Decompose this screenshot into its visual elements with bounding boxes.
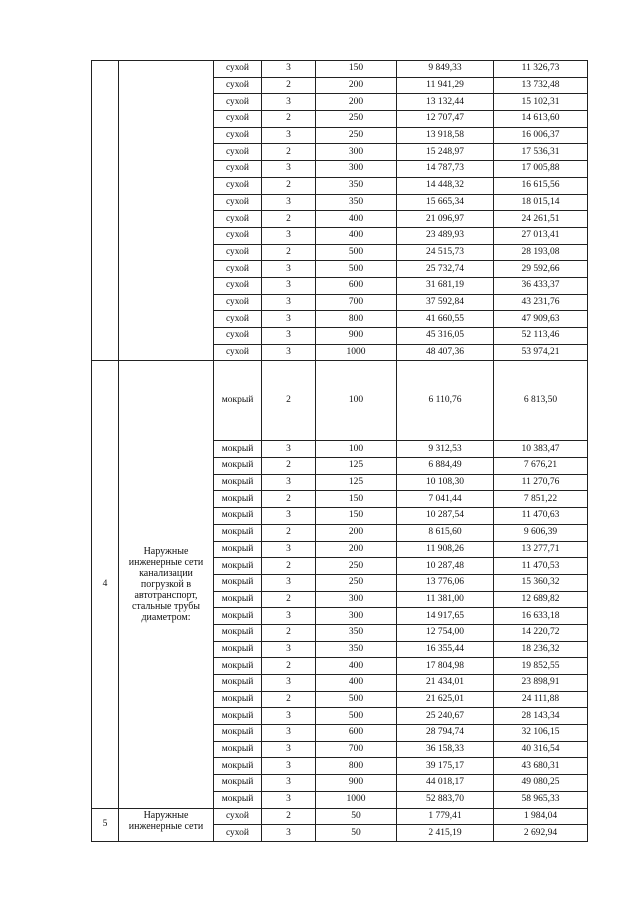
soil-type-cell: мокрый — [214, 658, 262, 675]
price-cell: 17 804,98 — [397, 658, 494, 675]
soil-type-cell: мокрый — [214, 474, 262, 491]
price-cell: 11 381,00 — [397, 591, 494, 608]
price-with-vat-cell: 24 111,88 — [494, 691, 588, 708]
category-cell: 3 — [262, 194, 316, 211]
price-with-vat-cell: 11 326,73 — [494, 61, 588, 78]
soil-type-cell: сухой — [214, 144, 262, 161]
price-cell: 45 316,05 — [397, 328, 494, 345]
price-with-vat-cell: 19 852,55 — [494, 658, 588, 675]
category-cell: 3 — [262, 641, 316, 658]
category-cell: 2 — [262, 658, 316, 675]
price-cell: 36 158,33 — [397, 741, 494, 758]
price-cell: 16 355,44 — [397, 641, 494, 658]
price-cell: 52 883,70 — [397, 791, 494, 808]
price-with-vat-cell: 43 680,31 — [494, 758, 588, 775]
soil-type-cell: мокрый — [214, 558, 262, 575]
diameter-cell: 100 — [316, 441, 397, 458]
price-cell: 14 448,32 — [397, 177, 494, 194]
diameter-cell: 350 — [316, 194, 397, 211]
price-cell: 15 248,97 — [397, 144, 494, 161]
soil-type-cell: мокрый — [214, 441, 262, 458]
category-cell: 2 — [262, 458, 316, 475]
soil-type-cell: сухой — [214, 344, 262, 361]
price-with-vat-cell: 40 316,54 — [494, 741, 588, 758]
price-with-vat-cell: 36 433,37 — [494, 277, 588, 294]
diameter-cell: 700 — [316, 741, 397, 758]
diameter-cell: 300 — [316, 161, 397, 178]
diameter-cell: 500 — [316, 261, 397, 278]
price-with-vat-cell: 11 470,63 — [494, 508, 588, 525]
category-cell: 2 — [262, 624, 316, 641]
soil-type-cell: мокрый — [214, 791, 262, 808]
category-cell: 2 — [262, 144, 316, 161]
price-cell: 13 132,44 — [397, 94, 494, 111]
category-cell: 2 — [262, 808, 316, 825]
soil-type-cell: мокрый — [214, 641, 262, 658]
diameter-cell: 400 — [316, 658, 397, 675]
price-with-vat-cell: 29 592,66 — [494, 261, 588, 278]
soil-type-cell: мокрый — [214, 775, 262, 792]
price-with-vat-cell: 17 005,88 — [494, 161, 588, 178]
soil-type-cell: мокрый — [214, 725, 262, 742]
price-cell: 10 108,30 — [397, 474, 494, 491]
price-with-vat-cell: 24 261,51 — [494, 211, 588, 228]
soil-type-cell: сухой — [214, 211, 262, 228]
category-cell: 3 — [262, 474, 316, 491]
soil-type-cell: мокрый — [214, 691, 262, 708]
table-row — [92, 61, 588, 78]
soil-type-cell: мокрый — [214, 708, 262, 725]
table-row — [92, 808, 588, 825]
price-with-vat-cell: 15 102,31 — [494, 94, 588, 111]
category-cell: 3 — [262, 311, 316, 328]
table-row — [92, 361, 588, 441]
soil-type-cell: мокрый — [214, 458, 262, 475]
price-with-vat-cell: 28 143,34 — [494, 708, 588, 725]
price-cell: 48 407,36 — [397, 344, 494, 361]
category-cell: 3 — [262, 574, 316, 591]
soil-type-cell: мокрый — [214, 675, 262, 692]
soil-type-cell: сухой — [214, 294, 262, 311]
diameter-cell: 250 — [316, 127, 397, 144]
diameter-cell: 300 — [316, 608, 397, 625]
price-cell: 6 884,49 — [397, 458, 494, 475]
soil-type-cell: мокрый — [214, 524, 262, 541]
price-cell: 15 665,34 — [397, 194, 494, 211]
soil-type-cell: сухой — [214, 227, 262, 244]
price-with-vat-cell: 7 851,22 — [494, 491, 588, 508]
category-cell: 2 — [262, 591, 316, 608]
price-with-vat-cell: 10 383,47 — [494, 441, 588, 458]
soil-type-cell: сухой — [214, 825, 262, 842]
category-cell: 2 — [262, 111, 316, 128]
diameter-cell: 250 — [316, 111, 397, 128]
diameter-cell: 150 — [316, 508, 397, 525]
soil-type-cell: мокрый — [214, 508, 262, 525]
category-cell: 3 — [262, 227, 316, 244]
diameter-cell: 400 — [316, 675, 397, 692]
soil-type-cell: сухой — [214, 111, 262, 128]
price-cell: 6 110,76 — [397, 361, 494, 441]
diameter-cell: 900 — [316, 775, 397, 792]
category-cell: 3 — [262, 758, 316, 775]
diameter-cell: 150 — [316, 491, 397, 508]
price-with-vat-cell: 47 909,63 — [494, 311, 588, 328]
price-cell: 21 625,01 — [397, 691, 494, 708]
diameter-cell: 400 — [316, 211, 397, 228]
category-cell: 3 — [262, 708, 316, 725]
diameter-cell: 200 — [316, 94, 397, 111]
diameter-cell: 800 — [316, 758, 397, 775]
price-with-vat-cell: 43 231,76 — [494, 294, 588, 311]
category-cell: 2 — [262, 361, 316, 441]
soil-type-cell: мокрый — [214, 361, 262, 441]
price-table — [91, 60, 588, 842]
soil-type-cell: мокрый — [214, 758, 262, 775]
price-cell: 10 287,54 — [397, 508, 494, 525]
diameter-cell: 200 — [316, 524, 397, 541]
row-number-cell: 4 — [92, 361, 119, 808]
soil-type-cell: сухой — [214, 194, 262, 211]
price-cell: 10 287,48 — [397, 558, 494, 575]
diameter-cell: 500 — [316, 708, 397, 725]
price-with-vat-cell: 16 006,37 — [494, 127, 588, 144]
price-with-vat-cell: 2 692,94 — [494, 825, 588, 842]
diameter-cell: 350 — [316, 641, 397, 658]
diameter-cell: 50 — [316, 825, 397, 842]
price-cell: 14 917,65 — [397, 608, 494, 625]
price-cell: 1 779,41 — [397, 808, 494, 825]
diameter-cell: 1000 — [316, 344, 397, 361]
category-cell: 3 — [262, 541, 316, 558]
price-with-vat-cell: 1 984,04 — [494, 808, 588, 825]
price-cell: 21 434,01 — [397, 675, 494, 692]
price-table-body — [92, 61, 588, 842]
price-with-vat-cell: 6 813,50 — [494, 361, 588, 441]
price-with-vat-cell: 17 536,31 — [494, 144, 588, 161]
category-cell: 3 — [262, 294, 316, 311]
diameter-cell: 400 — [316, 227, 397, 244]
soil-type-cell: мокрый — [214, 591, 262, 608]
category-cell: 3 — [262, 328, 316, 345]
category-cell: 2 — [262, 524, 316, 541]
price-with-vat-cell: 18 236,32 — [494, 641, 588, 658]
price-with-vat-cell: 14 220,72 — [494, 624, 588, 641]
price-cell: 14 787,73 — [397, 161, 494, 178]
price-cell: 12 707,47 — [397, 111, 494, 128]
diameter-cell: 350 — [316, 177, 397, 194]
price-with-vat-cell: 23 898,91 — [494, 675, 588, 692]
category-cell: 3 — [262, 161, 316, 178]
category-cell: 3 — [262, 127, 316, 144]
soil-type-cell: сухой — [214, 94, 262, 111]
category-cell: 2 — [262, 491, 316, 508]
price-with-vat-cell: 49 080,25 — [494, 775, 588, 792]
soil-type-cell: мокрый — [214, 624, 262, 641]
category-cell: 3 — [262, 791, 316, 808]
price-cell: 41 660,55 — [397, 311, 494, 328]
diameter-cell: 100 — [316, 361, 397, 441]
price-with-vat-cell: 11 270,76 — [494, 474, 588, 491]
category-cell: 2 — [262, 244, 316, 261]
soil-type-cell: мокрый — [214, 608, 262, 625]
diameter-cell: 250 — [316, 574, 397, 591]
price-cell: 13 918,58 — [397, 127, 494, 144]
category-cell: 3 — [262, 261, 316, 278]
price-cell: 11 941,29 — [397, 77, 494, 94]
price-with-vat-cell: 16 633,18 — [494, 608, 588, 625]
price-cell: 9 849,33 — [397, 61, 494, 78]
price-with-vat-cell: 32 106,15 — [494, 725, 588, 742]
row-number-cell — [92, 61, 119, 361]
soil-type-cell: сухой — [214, 277, 262, 294]
diameter-cell: 125 — [316, 458, 397, 475]
diameter-cell: 600 — [316, 277, 397, 294]
price-with-vat-cell: 16 615,56 — [494, 177, 588, 194]
price-with-vat-cell: 7 676,21 — [494, 458, 588, 475]
price-with-vat-cell: 53 974,21 — [494, 344, 588, 361]
price-with-vat-cell: 13 277,71 — [494, 541, 588, 558]
category-cell: 3 — [262, 725, 316, 742]
price-cell: 21 096,97 — [397, 211, 494, 228]
diameter-cell: 50 — [316, 808, 397, 825]
category-cell: 2 — [262, 77, 316, 94]
price-cell: 9 312,53 — [397, 441, 494, 458]
price-cell: 7 041,44 — [397, 491, 494, 508]
price-with-vat-cell: 58 965,33 — [494, 791, 588, 808]
soil-type-cell: сухой — [214, 311, 262, 328]
category-cell: 3 — [262, 741, 316, 758]
diameter-cell: 150 — [316, 61, 397, 78]
diameter-cell: 500 — [316, 691, 397, 708]
price-with-vat-cell: 27 013,41 — [494, 227, 588, 244]
price-cell: 24 515,73 — [397, 244, 494, 261]
soil-type-cell: сухой — [214, 161, 262, 178]
soil-type-cell: сухой — [214, 77, 262, 94]
row-number-cell: 5 — [92, 808, 119, 841]
price-cell: 13 776,06 — [397, 574, 494, 591]
soil-type-cell: сухой — [214, 808, 262, 825]
price-cell: 12 754,00 — [397, 624, 494, 641]
price-cell: 31 681,19 — [397, 277, 494, 294]
soil-type-cell: сухой — [214, 328, 262, 345]
price-cell: 39 175,17 — [397, 758, 494, 775]
category-cell: 3 — [262, 825, 316, 842]
soil-type-cell: сухой — [214, 61, 262, 78]
price-cell: 11 908,26 — [397, 541, 494, 558]
price-with-vat-cell: 28 193,08 — [494, 244, 588, 261]
category-cell: 3 — [262, 608, 316, 625]
diameter-cell: 300 — [316, 591, 397, 608]
price-cell: 37 592,84 — [397, 294, 494, 311]
soil-type-cell: мокрый — [214, 741, 262, 758]
category-cell: 2 — [262, 177, 316, 194]
soil-type-cell: мокрый — [214, 574, 262, 591]
diameter-cell: 200 — [316, 77, 397, 94]
price-cell: 25 240,67 — [397, 708, 494, 725]
soil-type-cell: мокрый — [214, 541, 262, 558]
category-cell: 3 — [262, 775, 316, 792]
diameter-cell: 350 — [316, 624, 397, 641]
price-cell: 28 794,74 — [397, 725, 494, 742]
category-cell: 3 — [262, 675, 316, 692]
category-cell: 2 — [262, 211, 316, 228]
price-cell: 8 615,60 — [397, 524, 494, 541]
price-with-vat-cell: 11 470,53 — [494, 558, 588, 575]
price-cell: 25 732,74 — [397, 261, 494, 278]
category-cell: 3 — [262, 441, 316, 458]
category-cell: 2 — [262, 691, 316, 708]
price-with-vat-cell: 9 606,39 — [494, 524, 588, 541]
diameter-cell: 800 — [316, 311, 397, 328]
diameter-cell: 200 — [316, 541, 397, 558]
price-with-vat-cell: 52 113,46 — [494, 328, 588, 345]
diameter-cell: 500 — [316, 244, 397, 261]
soil-type-cell: сухой — [214, 244, 262, 261]
diameter-cell: 900 — [316, 328, 397, 345]
diameter-cell: 250 — [316, 558, 397, 575]
category-cell: 3 — [262, 277, 316, 294]
category-cell: 3 — [262, 508, 316, 525]
category-cell: 3 — [262, 344, 316, 361]
price-with-vat-cell: 12 689,82 — [494, 591, 588, 608]
soil-type-cell: мокрый — [214, 491, 262, 508]
work-name-cell: Наружные инженерные сети — [119, 808, 214, 841]
category-cell: 3 — [262, 94, 316, 111]
diameter-cell: 125 — [316, 474, 397, 491]
price-with-vat-cell: 13 732,48 — [494, 77, 588, 94]
work-name-cell: Наружные инженерные сети канализации погрузкой в автотранспорт, стальные трубы диаметром: — [119, 361, 214, 808]
soil-type-cell: сухой — [214, 261, 262, 278]
diameter-cell: 600 — [316, 725, 397, 742]
soil-type-cell: сухой — [214, 127, 262, 144]
price-cell: 2 415,19 — [397, 825, 494, 842]
work-name-cell — [119, 61, 214, 361]
price-with-vat-cell: 14 613,60 — [494, 111, 588, 128]
price-with-vat-cell: 15 360,32 — [494, 574, 588, 591]
price-cell: 23 489,93 — [397, 227, 494, 244]
diameter-cell: 1000 — [316, 791, 397, 808]
diameter-cell: 700 — [316, 294, 397, 311]
price-cell: 44 018,17 — [397, 775, 494, 792]
category-cell: 3 — [262, 61, 316, 78]
diameter-cell: 300 — [316, 144, 397, 161]
price-with-vat-cell: 18 015,14 — [494, 194, 588, 211]
category-cell: 2 — [262, 558, 316, 575]
soil-type-cell: сухой — [214, 177, 262, 194]
